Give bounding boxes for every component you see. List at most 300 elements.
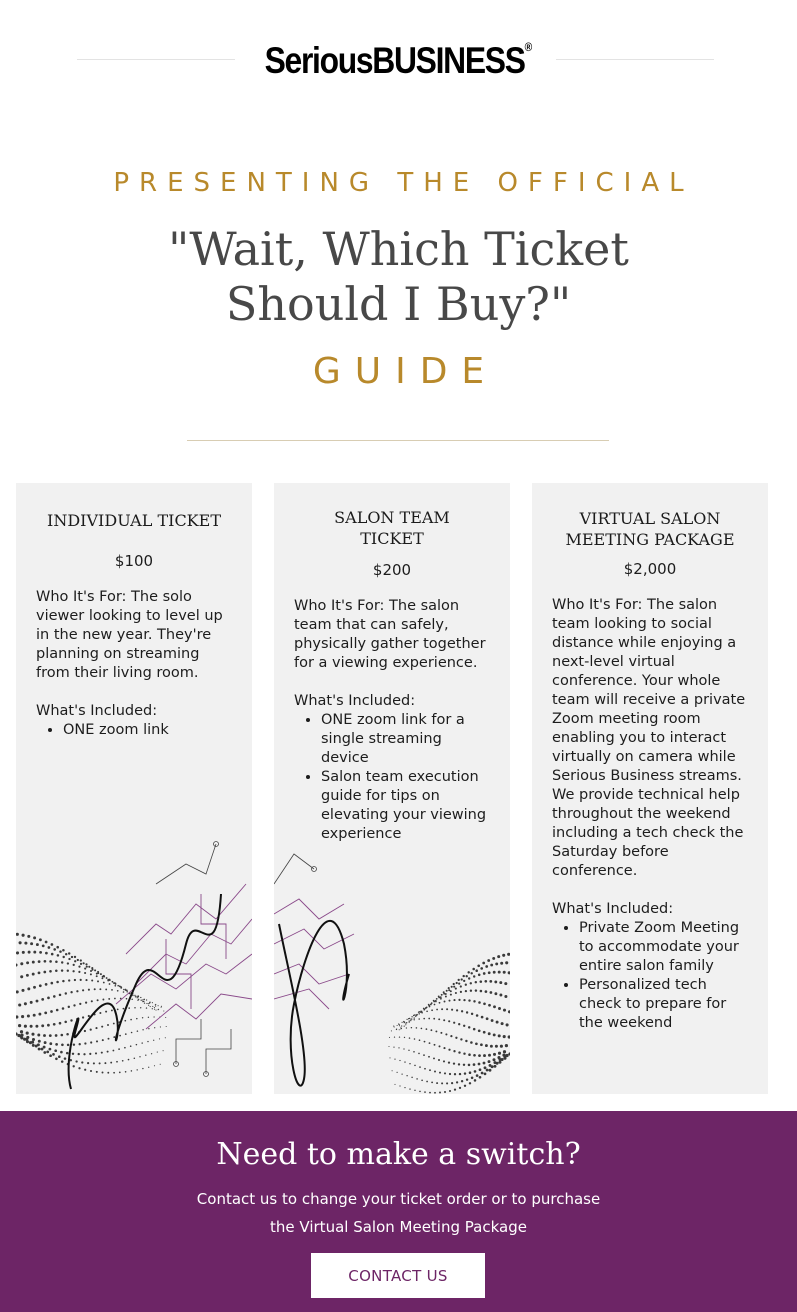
wave-dot — [22, 951, 25, 954]
wave-dot — [473, 1000, 475, 1002]
wave-dot — [468, 977, 470, 979]
wave-dot — [148, 1067, 149, 1068]
wave-dot — [84, 1069, 86, 1071]
wave-dot — [497, 955, 500, 958]
wave-dot — [39, 951, 42, 954]
wave-dot — [392, 1070, 393, 1071]
wave-dot — [124, 1020, 126, 1022]
wave-dot — [113, 1072, 115, 1074]
wave-dot — [436, 1009, 438, 1011]
wave-dot — [406, 1027, 407, 1028]
wave-dot — [111, 989, 113, 991]
wave-dot — [85, 979, 87, 981]
wave-dot — [468, 1064, 471, 1067]
wave-dot — [493, 1005, 496, 1008]
wave-dot — [497, 1056, 500, 1059]
who-its-for — [36, 588, 232, 683]
wave-dot — [73, 1004, 75, 1006]
card-title — [294, 507, 490, 549]
wave-dot — [411, 1018, 412, 1019]
wave-dot — [49, 1054, 52, 1057]
wave-dot — [26, 1036, 29, 1039]
included-label: What's Included: — [36, 703, 158, 719]
wave-dot — [423, 1009, 425, 1011]
wave-dot — [476, 1074, 479, 1077]
wave-dot — [499, 994, 502, 997]
wave-dot — [21, 1015, 24, 1018]
wave-dot — [42, 945, 45, 948]
wave-dot — [155, 1004, 156, 1005]
wave-dot — [463, 975, 465, 977]
wave-dot — [41, 998, 44, 1001]
who-its-for — [552, 596, 748, 881]
wave-dot — [126, 991, 128, 993]
wave-dot — [90, 1029, 92, 1031]
wave-dot — [397, 1025, 398, 1026]
card-price: $100 — [114, 552, 154, 570]
wave-dot — [18, 1003, 21, 1006]
wave-dot — [45, 941, 48, 944]
wave-dot — [492, 957, 495, 960]
wave-dot — [142, 1068, 143, 1069]
wave-dot — [436, 998, 438, 1000]
wave-dot — [136, 1069, 137, 1070]
wave-dot — [153, 1016, 154, 1017]
wave-dot — [67, 962, 69, 964]
wave-dot — [495, 962, 498, 965]
wave-dot — [441, 1008, 443, 1010]
wave-dot — [426, 1006, 428, 1008]
wave-dot — [113, 1023, 115, 1025]
wave-dot — [495, 1045, 498, 1048]
wave-dot — [485, 1044, 488, 1047]
wave-dot — [113, 1036, 115, 1038]
wave-dot — [481, 1072, 484, 1075]
wave-dot — [448, 1062, 450, 1064]
wave-dot — [487, 959, 490, 962]
wave-dot — [76, 990, 78, 992]
who-its-for — [294, 597, 490, 673]
wave-dot — [500, 962, 503, 965]
wave-dot — [446, 1082, 448, 1084]
wave-dot — [399, 1060, 400, 1061]
wave-dot — [88, 1015, 90, 1017]
abstract-art — [274, 824, 510, 1094]
wave-dot — [114, 985, 116, 987]
wave-dot — [91, 967, 93, 969]
wave-dot — [43, 1051, 46, 1054]
wave-dot — [83, 962, 85, 964]
wave-dot — [455, 988, 457, 990]
wave-dot — [80, 963, 82, 965]
included-label: What's Included: — [552, 901, 674, 917]
wave-dot — [55, 970, 58, 973]
card-title-line2: MEETING PACKAGE — [565, 530, 735, 549]
wave-dot — [134, 995, 135, 996]
wave-dot — [77, 959, 79, 961]
wave-dot — [409, 1037, 410, 1038]
wave-dot — [32, 1044, 35, 1047]
wave-dot — [72, 1053, 74, 1055]
wave-dot — [466, 975, 468, 977]
wave-dot — [459, 1073, 461, 1075]
wave-dot — [53, 995, 56, 998]
wave-dot — [505, 961, 508, 964]
wave-dot — [152, 1008, 153, 1009]
wave-dot — [117, 990, 119, 992]
wave-dot — [486, 1017, 489, 1020]
wave-dot — [56, 1009, 59, 1012]
footer-title: Need to make a switch? — [216, 1137, 581, 1172]
wave-dot — [41, 1024, 44, 1027]
brand-logo[interactable] — [56, 40, 741, 82]
wave-dot — [429, 1092, 431, 1094]
wave-dot — [488, 971, 491, 974]
wave-dot — [70, 1059, 72, 1061]
wave-dot — [404, 1037, 405, 1038]
wave-dot — [423, 1008, 425, 1010]
wave-dot — [88, 966, 90, 968]
wave-dot — [431, 1081, 433, 1083]
wave-dot — [436, 1082, 438, 1084]
wave-dot — [458, 1051, 460, 1053]
wave-dot — [146, 1007, 147, 1008]
wave-dot — [434, 1071, 436, 1073]
wave-dot — [473, 1028, 476, 1031]
wave-dot — [153, 1040, 154, 1041]
wave-dot — [418, 1013, 419, 1014]
wave-dot — [414, 1017, 415, 1018]
wave-dot — [426, 1010, 428, 1012]
wave-dot — [16, 963, 18, 966]
wave-dot — [53, 1023, 56, 1026]
wave-dot — [24, 1002, 27, 1005]
wave-dot — [119, 1072, 121, 1074]
wave-dot — [445, 993, 447, 995]
wave-dot — [446, 1008, 448, 1010]
wave-dot — [111, 1009, 113, 1011]
wave-dot — [485, 965, 488, 968]
wave-dot — [403, 1048, 404, 1049]
wave-dot — [109, 983, 111, 985]
wave-dot — [406, 1019, 407, 1020]
wave-dot — [101, 1026, 103, 1028]
wave-dot — [136, 1044, 138, 1046]
wave-dot — [463, 999, 465, 1001]
wave-dot — [389, 1037, 390, 1038]
wave-dot — [16, 1015, 18, 1018]
wave-dot — [456, 1009, 458, 1011]
wave-dot — [149, 1001, 150, 1002]
wave-dot — [49, 1034, 52, 1037]
wave-dot — [114, 998, 116, 1000]
wave-dot — [482, 962, 485, 965]
wave-dot — [67, 970, 69, 972]
wave-dot — [39, 984, 42, 987]
wave-dot — [498, 1061, 501, 1064]
wave-dot — [78, 966, 80, 968]
wave-dot — [165, 1017, 166, 1018]
wave-dot — [147, 1041, 148, 1042]
wave-dot — [488, 1054, 491, 1057]
wave-dot — [152, 1002, 153, 1003]
wave-dot — [35, 1025, 38, 1028]
wave-dot — [32, 961, 35, 964]
wave-dot — [441, 994, 443, 996]
wave-dot — [152, 1006, 153, 1007]
wave-dot — [507, 953, 510, 956]
wave-dot — [97, 971, 99, 973]
wave-dot — [94, 969, 96, 971]
wave-dot — [83, 1053, 85, 1055]
wave-dot — [27, 987, 30, 990]
wave-dot — [125, 1071, 127, 1073]
wave-dot — [89, 1053, 91, 1055]
wave-dot — [438, 1059, 440, 1061]
wave-dot — [438, 1018, 440, 1020]
wave-dot — [391, 1030, 392, 1031]
wave-dot — [490, 1045, 493, 1048]
wave-dot — [93, 1062, 95, 1064]
wave-dot — [434, 1092, 436, 1094]
wave-dot — [51, 943, 54, 946]
wave-dot — [413, 1019, 414, 1020]
wave-dot — [130, 1019, 132, 1021]
wave-dot — [410, 1020, 411, 1021]
wave-dot — [503, 971, 506, 974]
hero-title-line1: "Wait, Which Ticket — [168, 222, 629, 276]
wave-dot — [463, 1064, 465, 1066]
wave-dot — [419, 1091, 421, 1093]
wave-dot — [70, 1019, 72, 1021]
wave-dot — [123, 1008, 125, 1010]
wave-dot — [458, 979, 460, 981]
wave-dot — [426, 1028, 428, 1030]
who-label: Who It's For: — [552, 597, 643, 613]
wave-dot — [67, 1044, 70, 1047]
wave-dot — [490, 964, 493, 967]
wave-dot — [463, 1025, 465, 1027]
wave-dot — [480, 967, 483, 970]
wave-dot — [82, 989, 84, 991]
wave-dot — [414, 1065, 416, 1067]
wave-dot — [478, 1054, 481, 1057]
wave-dot — [421, 1011, 423, 1013]
wave-dot — [142, 1029, 143, 1030]
wave-dot — [73, 964, 75, 966]
list-item: • ONE zoom link — [63, 721, 232, 740]
wave-dot — [478, 1063, 481, 1066]
wave-dot — [488, 1060, 491, 1063]
wave-dot — [399, 1025, 400, 1026]
wave-dot — [472, 968, 475, 971]
contact-us-button[interactable]: CONTACT US — [311, 1253, 485, 1298]
wave-dot — [396, 1029, 397, 1030]
wave-dot — [446, 990, 448, 992]
wave-dot — [458, 983, 460, 985]
wave-dot — [145, 1055, 146, 1056]
wave-dot — [24, 942, 27, 945]
abstract-art — [16, 824, 252, 1094]
wave-dot — [33, 1014, 36, 1017]
wave-dot — [493, 971, 496, 974]
wave-dot — [448, 1020, 450, 1022]
hero-subtitle: GUIDE — [312, 351, 499, 392]
ticket-card-virtual-salon — [532, 483, 768, 1094]
wave-dot — [96, 1071, 98, 1073]
wave-dot — [57, 954, 60, 957]
wave-dot — [126, 990, 128, 992]
wave-dot — [483, 972, 486, 975]
wave-dot — [434, 1044, 436, 1046]
wave-dot — [96, 975, 98, 977]
wave-dot — [424, 1068, 426, 1070]
list-item: • Private Zoom Meeting to accommodate your entire salon family — [579, 919, 748, 976]
wave-dot — [146, 1003, 147, 1004]
wave-dot — [157, 1052, 158, 1053]
wave-dot — [136, 996, 137, 997]
wave-dot — [137, 997, 138, 998]
wave-dot — [475, 989, 477, 991]
wave-dot — [20, 1030, 23, 1033]
wave-dot — [61, 1034, 64, 1037]
wave-dot — [43, 1046, 46, 1049]
wave-dot — [408, 1050, 409, 1051]
wave-dot — [433, 1000, 435, 1002]
wave-dot — [440, 998, 442, 1000]
wave-dot — [408, 1018, 409, 1019]
wave-dot — [470, 990, 472, 992]
wave-dot — [154, 1009, 155, 1010]
wave-dot — [468, 1026, 470, 1028]
wave-dot — [508, 971, 510, 974]
wave-dot — [443, 1047, 445, 1049]
wave-dot — [469, 1071, 472, 1074]
list-item: • ONE zoom link for a single streaming device — [321, 711, 490, 768]
wave-dot — [453, 1050, 455, 1052]
wave-dot — [454, 1089, 456, 1091]
wave-dot — [456, 982, 458, 984]
wave-dot — [431, 1009, 433, 1011]
wave-dot — [494, 1065, 497, 1068]
wave-dot — [117, 985, 119, 987]
wave-dot — [429, 1042, 431, 1044]
wave-dot — [107, 1024, 109, 1026]
wave-dot — [480, 1043, 483, 1046]
wave-dot — [51, 982, 54, 985]
wave-dot — [49, 970, 52, 973]
wave-dot — [411, 1077, 412, 1078]
wave-dot — [45, 983, 48, 986]
wave-dot — [56, 981, 59, 984]
wave-dot — [16, 951, 19, 954]
wave-dot — [105, 988, 107, 990]
wave-dot — [38, 972, 41, 975]
wave-dot — [43, 971, 46, 974]
wave-dot — [38, 1013, 41, 1016]
hero-kicker: PRESENTING THE OFFICIAL — [113, 168, 694, 198]
wave-dot — [400, 1028, 401, 1029]
wave-dot — [411, 1027, 412, 1028]
wave-dot — [469, 1082, 471, 1084]
wave-dot — [405, 1024, 406, 1025]
wave-dot — [388, 1046, 389, 1047]
wave-dot — [461, 1080, 463, 1082]
wave-dot — [470, 982, 472, 984]
card-title-line1: SALON TEAM — [334, 508, 450, 527]
wave-dot — [148, 1005, 149, 1006]
wave-dot — [470, 1041, 473, 1044]
wave-dot — [473, 1054, 476, 1057]
wave-dot — [483, 1031, 486, 1034]
wave-dot — [474, 1079, 477, 1082]
wave-dot — [489, 1069, 492, 1072]
wave-dot — [97, 980, 99, 982]
wave-dot — [470, 972, 472, 974]
wave-dot — [475, 981, 477, 983]
wave-dot — [159, 1038, 160, 1039]
wave-dot — [110, 1062, 112, 1064]
wave-dot — [144, 999, 145, 1000]
footer-text-line1: Contact us to change your ticket order or to purchase — [196, 1190, 601, 1208]
wave-dot — [508, 1010, 510, 1013]
wave-dot — [419, 1039, 421, 1041]
wave-dot — [459, 1087, 461, 1089]
wave-dot — [108, 998, 110, 1000]
wave-dot — [49, 1042, 52, 1045]
wave-dot — [400, 1027, 401, 1028]
wave-dot — [91, 1000, 93, 1002]
wave-dot — [429, 1069, 431, 1071]
wave-dot — [413, 1015, 414, 1016]
wave-dot — [101, 1052, 103, 1054]
wave-dot — [128, 1007, 130, 1009]
wave-dot — [148, 1017, 149, 1018]
wave-dot — [131, 999, 133, 1001]
wave-dot — [65, 953, 67, 955]
wave-dot — [433, 1057, 435, 1059]
wave-dot — [86, 966, 88, 968]
wave-dot — [411, 1016, 412, 1017]
wave-dot — [19, 941, 22, 944]
wave-dot — [485, 990, 488, 993]
wave-dot — [73, 1043, 75, 1045]
wave-dot — [130, 1045, 132, 1047]
wave-dot — [498, 971, 501, 974]
wave-dot — [87, 1062, 89, 1064]
wave-dot — [394, 1059, 395, 1060]
wave-dot — [163, 1050, 164, 1051]
wave-dot — [433, 1018, 435, 1020]
wave-dot — [73, 1065, 75, 1067]
dot-wave — [388, 953, 510, 1094]
wave-dot — [43, 1034, 46, 1037]
wave-dot — [440, 996, 442, 998]
wave-dot — [44, 960, 47, 963]
wave-dot — [502, 954, 505, 957]
wave-dot — [393, 1047, 394, 1048]
wave-dot — [119, 1035, 121, 1037]
wave-dot — [148, 1028, 149, 1029]
wave-dot — [404, 1026, 405, 1027]
wave-dot — [99, 988, 101, 990]
wave-dot — [142, 999, 143, 1000]
wave-dot — [468, 1053, 471, 1056]
wave-dot — [84, 1042, 86, 1044]
wave-dot — [494, 992, 497, 995]
wave-dot — [138, 999, 139, 1000]
wave-dot — [54, 1049, 57, 1052]
